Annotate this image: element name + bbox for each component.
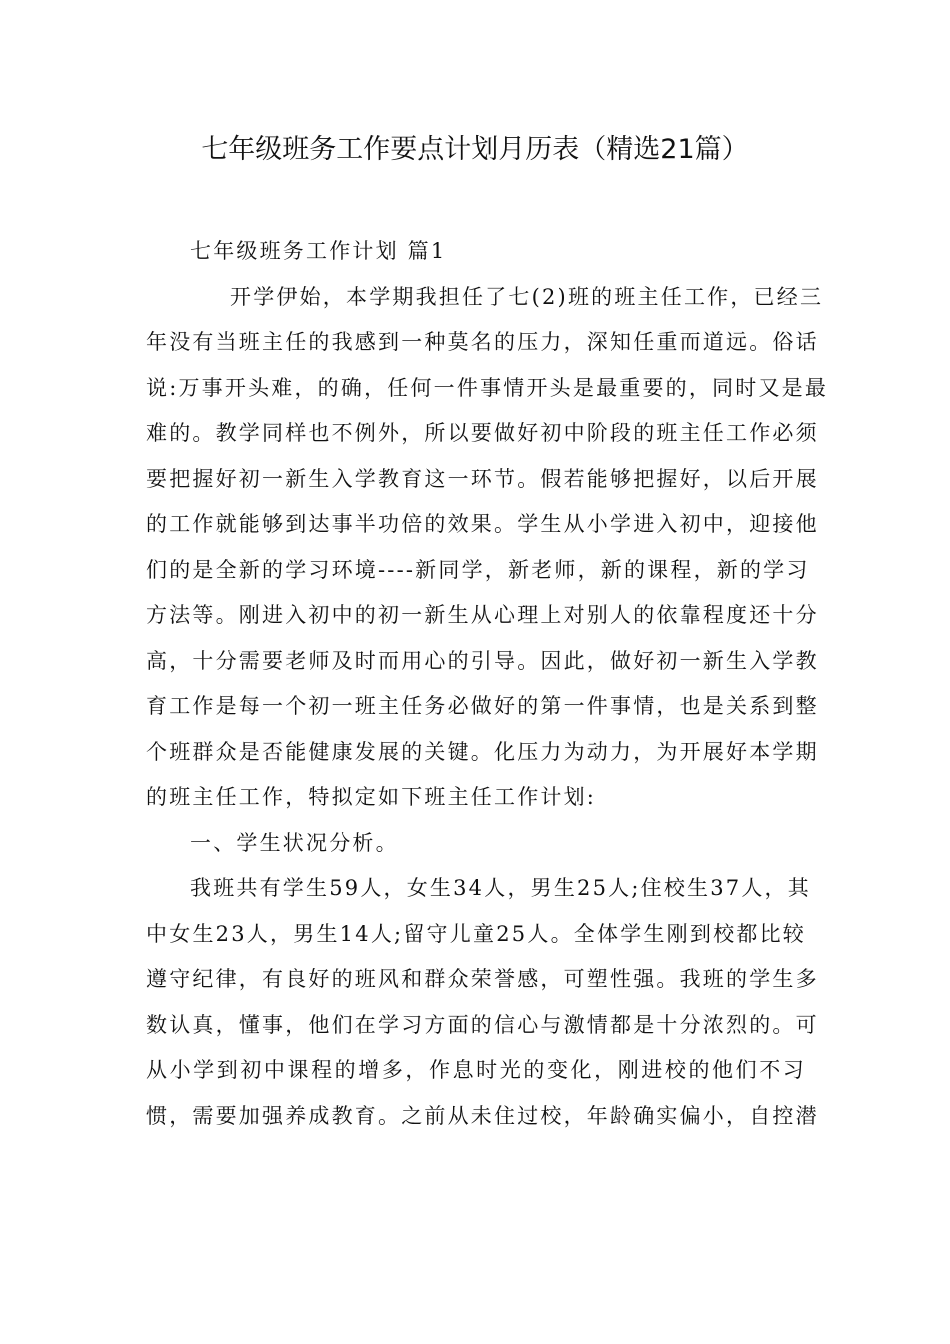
paragraph-line: 中女生23人，男生14人;留守儿童25人。全体学生刚到校都比较 xyxy=(146,921,806,946)
paragraph-line: 从小学到初中课程的增多，作息时光的变化，刚进校的他们不习 xyxy=(146,1058,806,1082)
paragraph-line: 方法等。刚进入初中的初一新生从心理上对别人的依靠程度还十分 xyxy=(146,603,819,627)
paragraph-line: 个班群众是否能健康发展的关键。化压力为动力，为开展好本学期 xyxy=(146,739,819,764)
paragraph-line: 高，十分需要老师及时而用心的引导。因此，做好初一新生入学教 xyxy=(146,648,819,673)
paragraph-line: 们的是全新的学习环境----新同学，新老师，新的课程，新的学习 xyxy=(146,557,810,582)
paragraph-line: 育工作是每一个初一班主任务必做好的第一件事情，也是关系到整 xyxy=(146,694,819,718)
paragraph-line: 惯，需要加强养成教育。之前从未住过校，年龄确实偏小，自控潜 xyxy=(146,1103,819,1128)
paragraph-line: 遵守纪律，有良好的班风和群众荣誉感，可塑性强。我班的学生多 xyxy=(146,967,819,991)
paragraph-line: 说:万事开头难，的确，任何一件事情开头是最重要的，同时又是最 xyxy=(146,375,829,400)
paragraph-line: 的班主任工作，特拟定如下班主任工作计划: xyxy=(146,785,597,809)
section-heading: 七年级班务工作计划 篇1 xyxy=(190,239,447,263)
paragraph-line: 我班共有学生59人，女生34人，男生25人;住校生37人，其 xyxy=(190,876,811,900)
paragraph-line: 的工作就能够到达事半功倍的效果。学生从小学进入初中，迎接他 xyxy=(146,512,819,536)
paragraph-line: 开学伊始，本学期我担任了七(2)班的班主任工作，已经三 xyxy=(230,284,824,309)
paragraph-line: 数认真，懂事，他们在学习方面的信心与激情都是十分浓烈的。可 xyxy=(146,1012,819,1037)
paragraph-line: 年没有当班主任的我感到一种莫名的压力，深知任重而道远。俗话 xyxy=(146,330,819,354)
paragraph-line: 要把握好初一新生入学教育这一环节。假若能够把握好，以后开展 xyxy=(146,466,819,491)
document-body xyxy=(146,229,829,1139)
paragraph-line: 难的。教学同样也不例外，所以要做好初中阶段的班主任工作必须 xyxy=(146,421,819,445)
document-title: 七年级班务工作要点计划月历表（精选21篇） xyxy=(201,134,749,165)
subsection-heading: 一、学生状况分析。 xyxy=(190,830,399,855)
